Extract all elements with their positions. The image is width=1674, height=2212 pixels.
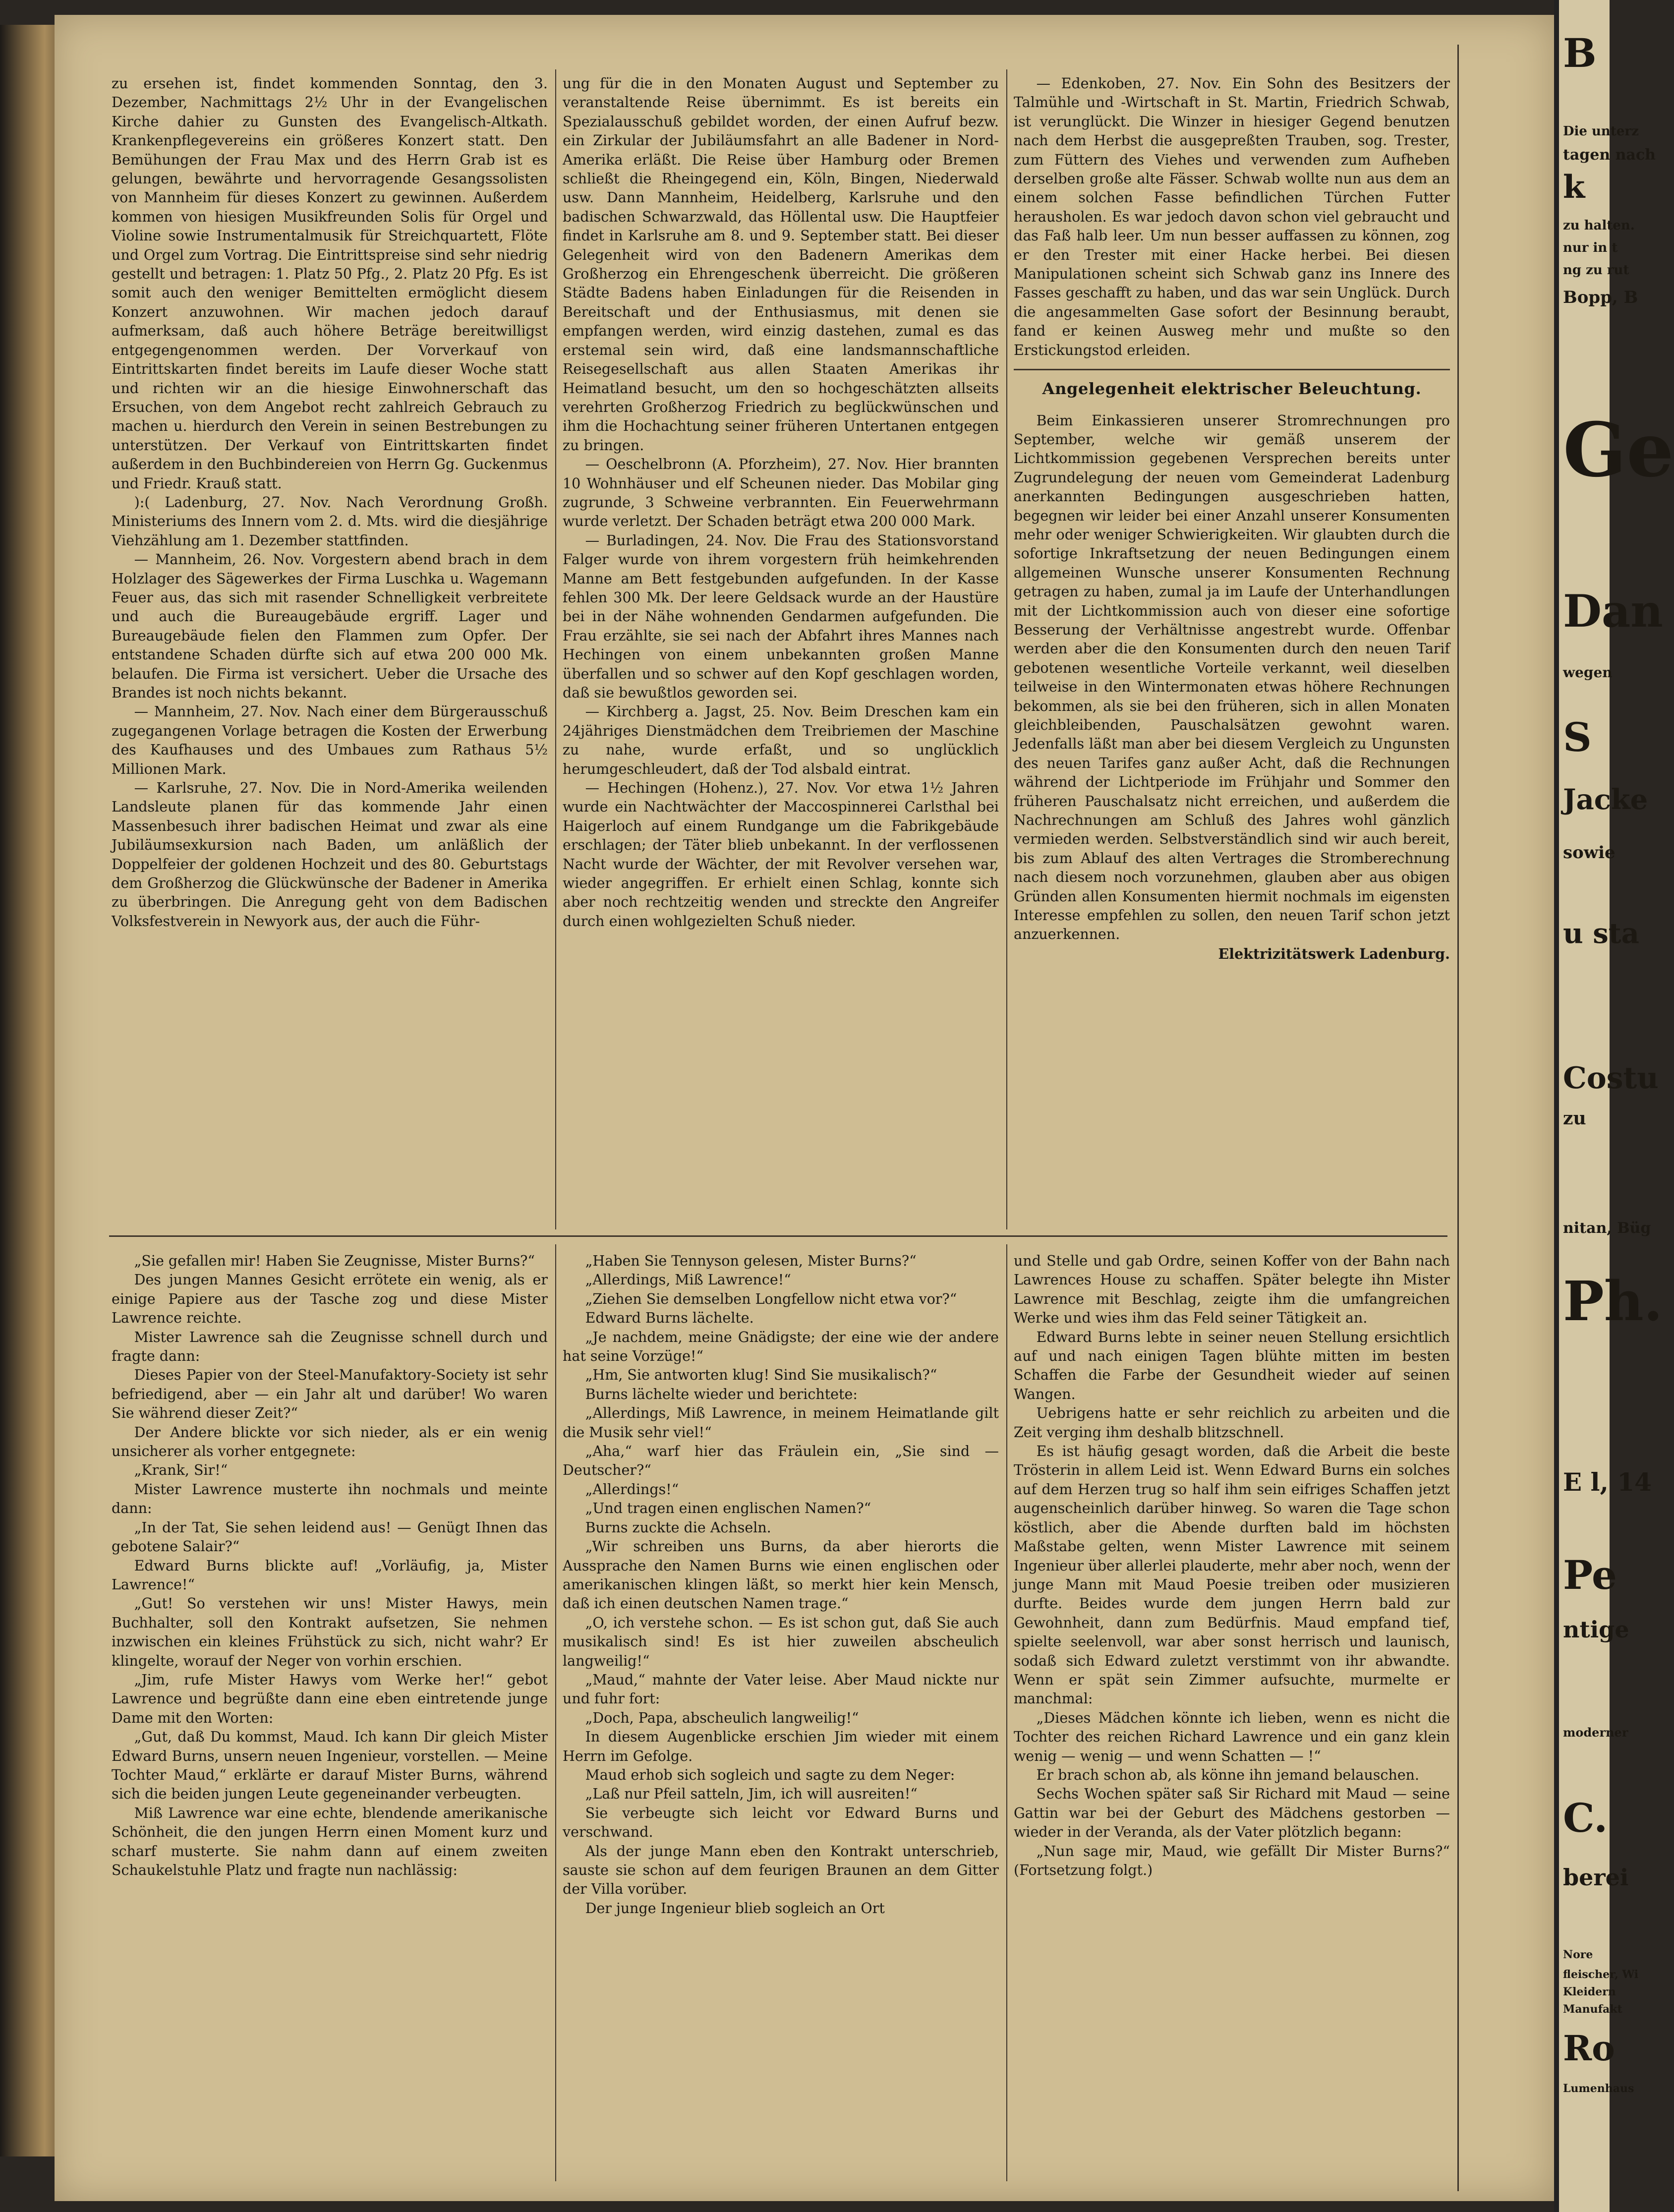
article-oeschelbronn: — Oeschelbronn (A. Pforzheim), 27. Nov. Hier brannten 10 Wohnhäuser und elf Scheunen nieder. Das Mobilar ging zugrunde, 3 Schweine verbrannten. Ein Feuerwehrmann wurde verletzt. Der Schaden beträgt etwa 200 000 Mark.	[563, 456, 999, 530]
story-paragraph: Der junge Ingenieur blieb sogleich an Ort	[585, 1900, 885, 1917]
edge-text: B	[1563, 30, 1597, 76]
edge-text: Bopp, B	[1563, 288, 1638, 307]
story-paragraph: Dieses Papier von der Steel-Manufaktory-Society ist sehr befriedigend, aber — ein Jahr alt und darüber! Wo waren Sie während dieser Zeit?“	[112, 1367, 548, 1422]
story-paragraph: Mister Lawrence musterte ihn nochmals und meinte dann:	[112, 1481, 548, 1517]
story-paragraph: Burns lächelte wieder und berichtete:	[585, 1386, 858, 1402]
story-paragraph: „Wir schreiben uns Burns, da aber hierorts die Aussprache den Namen Burns wie einen englischen oder amerikanischen klingen läßt, so merkt hier kein Mensch, daß ich einen deutschen Namen trage.“	[563, 1538, 999, 1612]
story-paragraph: „Krank, Sir!“	[134, 1462, 228, 1479]
edge-text: Ph.	[1563, 1269, 1663, 1333]
article-edenkoben: — Edenkoben, 27. Nov. Ein Sohn des Besitzers der Talmühle und -Wirtschaft in St. Martin, Friedrich Schwab, ist verunglückt. Die Winzer in hiesiger Gegend benutzen nach dem Herbst die ausgepreßten Trauben, sog. Trester, zum Füttern des Viehes und verwenden zum Aufheben derselben große alte Fässer. Schwab wollte nun aus dem an einem solchen Fasse befindlichen Türchen Futter herausholen. Es war jedoch davon schon viel gebraucht und das Faß halb leer. Um nun besser auffassen zu können, zog er den Trester mit einer Hacke herbei. Bei diesen Manipulationen scheint sich Schwab ganz ins Innere des Fasses geschafft zu haben, und das war sein Unglück. Durch die angesammelten Gase sofort der Besinnung beraubt, fand er keinen Ausweg mehr und mußte so den Erstickungstod erleiden.	[1014, 75, 1450, 358]
top-column-3	[1014, 74, 1450, 1215]
article-hechingen: — Hechingen (Hohenz.), 27. Nov. Vor etwa 1½ Jahren wurde ein Nachtwächter der Maccospinnerei Carlsthal bei Haigerloch auf einem Rundgange um die Fabrikgebäude erschlagen; der Täter blieb unbekannt. In der verflossenen Nacht wurde der Wächter, der mit Revolver versehen war, wieder angegriffen. Er erhielt einen Schlag, konnte sich aber noch rechtzeitig wenden und streckte den Angreifer durch einen wohlgezielten Schuß nieder.	[563, 780, 999, 930]
story-paragraph: „Laß nur Pfeil satteln, Jim, ich will ausreiten!“	[585, 1786, 918, 1803]
story-paragraph: Edward Burns blickte auf! „Vorläufig, ja, Mister Lawrence!“	[112, 1557, 548, 1593]
edge-text: zu	[1563, 1108, 1586, 1129]
story-paragraph: „O, ich verstehe schon. — Es ist schon gut, daß Sie auch musikalisch sind! Es ist hier zuweilen abscheulich langweilig!“	[563, 1614, 999, 1669]
story-paragraph: „Doch, Papa, abscheulich langweilig!“	[585, 1709, 859, 1726]
story-paragraph: „Nun sage mir, Maud, wie gefällt Dir Mister Burns?“ (Fortsetzung folgt.)	[1014, 1843, 1450, 1878]
story-paragraph: Der Andere blickte vor sich nieder, als er ein wenig unsicherer als vorher entgegnete:	[112, 1424, 548, 1460]
column-divider	[555, 1244, 556, 2181]
story-paragraph: Des jungen Mannes Gesicht errötete ein wenig, als er einige Papiere aus der Tasche zog und diese Mister Lawrence reichte.	[112, 1272, 548, 1327]
edge-text: Costu	[1563, 1061, 1659, 1096]
story-paragraph: Sechs Wochen später saß Sir Richard mit Maud — seine Gattin war bei der Geburt des Mädchens gestorben — wieder in der Veranda, als der Vater plötzlich begann:	[1014, 1786, 1450, 1841]
edge-text: Dan	[1563, 585, 1663, 638]
bottom-column-1	[112, 1252, 548, 2184]
edge-text: Pe	[1563, 1552, 1617, 1598]
story-paragraph: „Sie gefallen mir! Haben Sie Zeugnisse, Mister Burns?“	[134, 1253, 535, 1269]
edge-text: E l, 14	[1563, 1467, 1652, 1497]
story-paragraph: Maud erhob sich sogleich und sagte zu dem Neger:	[585, 1766, 955, 1783]
story-paragraph: „In der Tat, Sie sehen leidend aus! — Genügt Ihnen das gebotene Salair?“	[112, 1519, 548, 1555]
story-paragraph: „Allerdings!“	[585, 1481, 679, 1498]
edge-text: Kleidern	[1563, 1985, 1616, 1998]
edge-text: berei	[1563, 1864, 1629, 1891]
story-paragraph: „Ziehen Sie demselben Longfellow nicht etwa vor?“	[585, 1290, 957, 1307]
story-paragraph: Edward Burns lächelte.	[585, 1310, 754, 1327]
edge-text: nitan, Büg	[1563, 1220, 1651, 1237]
article-karlsruhe: — Karlsruhe, 27. Nov. Die in Nord-Amerika weilenden Landsleute planen für das kommende Jahr einen Massenbesuch ihrer badischen Heimat und zwar als eine Jubiläumsexkursion nach Baden, um anläßlich der Doppelfeier der goldenen Hochzeit und des 80. Geburtstags dem Großherzog die Glückwünsche der Badener in Amerika zu überbringen. Die Anregung geht von dem Badischen Volksfestverein in Newyork aus, der auch die Führ-	[112, 780, 548, 930]
edge-text: Ge	[1563, 407, 1674, 494]
edge-text: sowie	[1563, 843, 1616, 863]
column-divider	[1006, 1244, 1007, 2181]
edge-text: S	[1563, 714, 1592, 760]
edge-text: ng zu rut	[1563, 263, 1629, 278]
edge-text: Jacke	[1563, 783, 1648, 816]
story-paragraph: Er brach schon ab, als könne ihn jemand belauschen.	[1036, 1766, 1420, 1783]
page-gutter	[1554, 0, 1559, 2212]
story-paragraph: Edward Burns lebte in seiner neuen Stellung ersichtlich auf und nach einigen Tagen blühte mitten im besten Schaffen die Farbe der Gesundheit wieder auf seinen Wangen.	[1014, 1329, 1450, 1402]
story-paragraph: und Stelle und gab Ordre, seinen Koffer von der Bahn nach Lawrences House zu schaffen. Später belegte ihn Mister Lawrence mit Beschlag, zeigte ihm die umfangreichen Werke und wies ihm das Feld seiner Tätigkeit an.	[1014, 1253, 1450, 1327]
edge-text: nur in t	[1563, 240, 1618, 255]
article-electric-lighting: Beim Einkassieren unserer Stromrechnungen pro September, welche wir gemäß unserem der Lichtkommission gegebenen Versprechen bereits unter Zugrundelegung der neuen vom Gemeinderat Ladenburg anerkannten Bedingungen ausgeschrieben hatten, begegnen wir leider bei einer Anzahl unserer Konsumenten mehr oder weniger Schwierigkeiten. Wir glaubten durch die sofortige Inkraftsetzung der neuen Bedingungen einem allgemeinen Wunsche unserer Konsumenten Rechnung getragen zu haben, zumal ja im Laufe der Unterhandlungen mit der Lichtkommission auch von dieser eine sofortige Besserung der Verhältnisse angestrebt wurde. Offenbar werden aber die den Konsumenten durch den neuen Tarif gebotenen wesentliche Vorteile verkannt, weil dieselben teilweise in den Wintermonaten etwas höhere Rechnungen bekommen, als sie bei den früheren, sich in allen Monaten gleichbleibenden, Pauschalsätzen gewohnt waren. Jedenfalls läßt man aber bei diesem Vergleich zu Ungunsten des neuen Tarifes ganz außer Acht, daß die Rechnungen während der Lichtperiode im Frühjahr und Sommer den früheren Pauschalsatz nicht erreichen, und außerdem die Nachrechnungen am Schluß des Jahres wohl gänzlich vermieden werden. Selbstverständlich sind wir auch bereit, bis zum Ablauf des alten Vertrages die Stromberechnung nach diesem noch vorzunehmen, glauben aber aus obigen Gründen allen Konsumenten hiermit nochmals im eigensten Interesse empfehlen zu sollen, den neuen Tarif schon jetzt anzuerkennen.	[1014, 412, 1450, 943]
page-border	[1457, 45, 1459, 2191]
story-paragraph: „Maud,“ mahnte der Vater leise. Aber Maud nickte nur und fuhr fort:	[563, 1671, 999, 1707]
article-kirchberg: — Kirchberg a. Jagst, 25. Nov. Beim Dreschen kam ein 24jähriges Dienstmädchen dem Treibriemen der Maschine zu nahe, wurde erfaßt, und so unglücklich herumgeschleudert, daß der Tod alsbald eintrat.	[563, 703, 999, 777]
edge-text: zu halten.	[1563, 218, 1635, 233]
story-paragraph: Mister Lawrence sah die Zeugnisse schnell durch und fragte dann:	[112, 1329, 548, 1365]
story-paragraph: „Und tragen einen englischen Namen?“	[585, 1500, 871, 1517]
column-divider	[1006, 69, 1007, 1229]
story-paragraph: Burns zuckte die Achseln.	[585, 1519, 771, 1536]
edge-text: Die unterz	[1563, 124, 1639, 139]
edge-text: ntige	[1563, 1616, 1629, 1643]
story-paragraph: „Allerdings, Miß Lawrence, in meinem Heimatlande gilt die Musik sehr viel!“	[563, 1405, 999, 1441]
newspaper-page	[55, 15, 1554, 2201]
top-column-1	[112, 74, 548, 1215]
edge-text: fleischer, Wi	[1563, 1968, 1639, 1981]
bottom-column-3	[1014, 1252, 1450, 2184]
top-column-2	[563, 74, 999, 1215]
story-paragraph: „Je nachdem, meine Gnädigste; der eine wie der andere hat seine Vorzüge!“	[563, 1329, 999, 1365]
article-mannheim-fire: — Mannheim, 26. Nov. Vorgestern abend brach in dem Holzlager des Sägewerkes der Firma Luschka u. Wagemann Feuer aus, das sich mit rasender Schnelligkeit verbreitete und auch die Bureaugebäude ergriff. Lager und Bureaugebäude fielen den Flammen zum Opfer. Der entstandene Schaden dürfte sich auf etwa 200 000 Mk. belaufen. Die Firma ist versichert. Ueber die Ursache des Brandes ist noch nichts bekannt.	[112, 551, 548, 701]
edge-text: wegen	[1563, 664, 1613, 681]
article-ladenburg: ):( Ladenburg, 27. Nov. Nach Verordnung Großh. Ministeriums des Innern vom 2. d. Mts. wird die diesjährige Viehzählung am 1. Dezember stattfinden.	[112, 494, 548, 549]
column-divider	[555, 69, 556, 1229]
article-karlsruhe-continued: ung für die in den Monaten August und September zu veranstaltende Reise übernimmt. Es ist bereits ein Spezialausschuß gebildet worden, der einen Aufruf bezw. ein Zirkular der Jubiläumsfahrt an alle Badener in Nord-Amerika erläßt. Die Reise über Hamburg oder Bremen schließt die Rheingegend ein, Köln, Bingen, Niederwald usw. Dann Mannheim, Heidelberg, Karlsruhe und den badischen Schwarzwald, das Höllental usw. Die Hauptfeier findet in Karlsruhe am 8. und 9. September statt. Bei dieser Gelegenheit wird von den Badenern Amerikas dem Großherzog ein Ehrengeschenk überreicht. Die größeren Städte Badens haben Einladungen für die Reisenden in Bereitschaft und der Enthusiasmus, mit denen sie empfangen werden, wird einzig dastehen, zumal es das erstemal sein wird, daß eine landsmannschaftliche Reisegesellschaft aus allen Staaten Amerikas ihr Heimatland besucht, um den so hochgeschätzten allseits verehrten Großherzog Friedrich zu beglückwünschen und ihm die Hochachtung seiner früheren Untertanen entgegen zu bringen.	[563, 75, 999, 454]
bottom-column-2	[563, 1252, 999, 2184]
article-separator	[1014, 369, 1450, 370]
article-concert: zu ersehen ist, findet kommenden Sonntag, den 3. Dezember, Nachmittags 2½ Uhr in der Evangelischen Kirche dahier zu Gunsten des Evangelisch-Altkath. Krankenpflegevereins ein größeres Konzert statt. Den Bemühungen der Frau Max und des Herrn Grab ist es gelungen, bewährte und hervorragende Gesangssolisten von Mannheim für dieses Konzert zu gewinnen. Außerdem kommen von hiesigen Musikfreunden Solis für Orgel und Violine sowie Instrumentalmusik für Streichquartett, Flöte und Orgel zum Vortrag. Die Eintrittspreise sind sehr niedrig gestellt und betragen: 1. Platz 50 Pfg., 2. Platz 20 Pfg. Es ist somit auch den weniger Bemittelten ermöglicht diesem Konzert anzuwohnen. Wir machen jedoch darauf aufmerksam, daß auch höhere Beträge bereitwilligst entgegengenommen werden. Der Vorverkauf von Eintrittskarten findet bereits im Laufe dieser Woche statt und richten wir an die hiesige Einwohnerschaft das Ersuchen, von dem Angebot recht zahlreich Gebrauch zu machen u. hierdurch den Verein in seinen Bestrebungen zu unterstützen. Der Verkauf von Eintrittskarten findet außerdem in den Buchbindereien von Herrn Gg. Guckenmus und Friedr. Krauß statt.	[112, 75, 548, 492]
story-paragraph: Es ist häufig gesagt worden, daß die Arbeit die beste Trösterin in allem Leid ist. Wenn Edward Burns ein solches auf dem Herzen trug so half ihm sein eifriges Schaffen jetzt augenscheinlich darüber hinweg. So waren die Tage schon köstlich, aber die Abende durften bald im höchsten Maßstabe gelten, wenn Mister Lawrence mit seinem Ingenieur über allerlei plauderte, mehr aber noch, wenn der junge Mann mit Maud Poesie treiben oder musizieren durfte. Beides wurde dem jungen Herrn bald zur Gewohnheit, dann zum Bedürfnis. Maud empfand tief, spielte seelenvoll, war aber sonst herrisch und launisch, sodaß sich Edward zuletzt verstimmt von ihr abwandte. Wenn er spät sein Zimmer aufsuchte, murmelte er manchmal:	[1014, 1443, 1450, 1707]
article-heading: Angelegenheit elektrischer Beleuchtung.	[1042, 379, 1422, 399]
article-mannheim-rathaus: — Mannheim, 27. Nov. Nach einer dem Bürgerausschuß zugegangenen Vorlage betragen die Kosten der Erwerbung des Kaufhauses und des Umbaues zum Rathaus 5½ Millionen Mark.	[112, 703, 548, 777]
story-paragraph: In diesem Augenblicke erschien Jim wieder mit einem Herrn im Gefolge.	[563, 1729, 999, 1764]
feuilleton-separator	[109, 1235, 1447, 1237]
story-paragraph: „Gut! So verstehen wir uns! Mister Hawys, mein Buchhalter, soll den Kontrakt aufsetzen, Sie nehmen inzwischen ein kleines Frühstück zu sich, nicht wahr? Er klingelte, worauf der Neger von vorhin erschien.	[112, 1595, 548, 1669]
story-paragraph: Als der junge Mann eben den Kontrakt unterschrieb, sauste sie schon auf dem feurigen Braunen an dem Gitter der Villa vorüber.	[563, 1843, 999, 1898]
story-paragraph: Miß Lawrence war eine echte, blendende amerikanische Schönheit, die den jungen Herrn einen Moment kurz und scharf musterte. Sie nahm dann auf einem zweiten Schaukelstuhle Platz und fragte nun nachlässig:	[112, 1805, 548, 1878]
story-paragraph: „Allerdings, Miß Lawrence!“	[585, 1272, 791, 1288]
book-binding-edge	[0, 25, 59, 2156]
edge-text: u sta	[1563, 917, 1639, 950]
edge-text: C.	[1563, 1795, 1608, 1841]
story-paragraph: „Haben Sie Tennyson gelesen, Mister Burns?“	[585, 1253, 917, 1269]
story-paragraph: „Aha,“ warf hier das Fräulein ein, „Sie sind — Deutscher?“	[563, 1443, 999, 1479]
edge-text: Nore	[1563, 1948, 1593, 1961]
edge-text: Manufakt	[1563, 2003, 1622, 2016]
edge-text: k	[1563, 169, 1585, 206]
story-paragraph: „Jim, rufe Mister Hawys vom Werke her!“ gebot Lawrence und begrüßte dann eine eben eintretende junge Dame mit den Worten:	[112, 1671, 548, 1726]
story-paragraph: Uebrigens hatte er sehr reichlich zu arbeiten und die Zeit verging ihm deshalb blitzschnell.	[1014, 1405, 1450, 1441]
adjacent-page-edge	[1554, 0, 1674, 2212]
edge-text: tagen nach	[1563, 146, 1656, 164]
edge-text: Lumenhaus	[1563, 2082, 1634, 2095]
article-burladingen: — Burladingen, 24. Nov. Die Frau des Stationsvorstand Falger wurde von ihrem vorgestern früh heimkehrenden Manne am Bett festgebunden aufgefunden. In der Kasse fehlen 300 Mk. Der leere Geldsack wurde an der Haustüre bei in der Nähe wohnenden Gendarmen aufgefunden. Die Frau erzählte, sie sei nach der Abfahrt ihres Mannes nach Hechingen von einem unbekannten großen Manne überfallen und so schwer auf den Kopf geschlagen worden, daß sie bewußtlos geworden sei.	[563, 532, 999, 701]
article-signature: Elektrizitätswerk Ladenburg.	[1218, 945, 1450, 962]
story-paragraph: „Dieses Mädchen könnte ich lieben, wenn es nicht die Tochter des reichen Richard Lawrence und ein ganz klein wenig — wenig — und wenn Schatten — !“	[1014, 1709, 1450, 1764]
edge-text: Ro	[1563, 2028, 1615, 2069]
story-paragraph: „Gut, daß Du kommst, Maud. Ich kann Dir gleich Mister Edward Burns, unsern neuen Ingenieur, vorstellen. — Meine Tochter Maud,“ erklärte er darauf Mister Burns, während sich die beiden jungen Leute gegeneinander verbeugten.	[112, 1729, 548, 1803]
story-paragraph: Sie verbeugte sich leicht vor Edward Burns und verschwand.	[563, 1805, 999, 1841]
edge-text: moderner	[1563, 1725, 1628, 1740]
story-paragraph: „Hm, Sie antworten klug! Sind Sie musikalisch?“	[585, 1367, 937, 1384]
